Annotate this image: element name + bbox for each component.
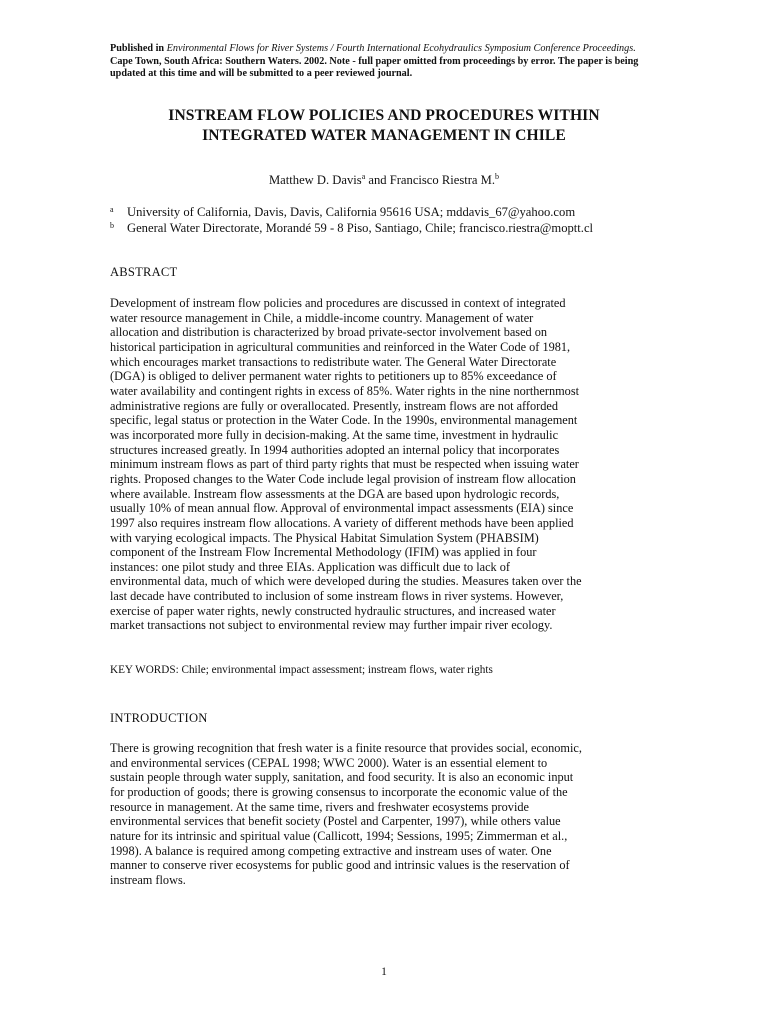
abstract-line: water availability and contingent rights in excess of 85%. Water rights in the nine northernmost xyxy=(110,383,580,398)
author-2-mark: b xyxy=(495,172,500,181)
abstract-line: where available. Instream flow assessments at the DGA are based upon hydrologic records, xyxy=(110,486,560,501)
introduction-line: instream flows. xyxy=(110,872,186,887)
abstract-line: which encourages market transactions to redistribute water. The General Water Directorate xyxy=(110,354,557,369)
abstract-line: rights. Proposed changes to the Water Code include legal provision of instream flow allocation xyxy=(110,471,576,486)
paper-title xyxy=(90,106,678,146)
abstract-body xyxy=(110,296,661,633)
introduction-line: for production of goods; there is growing consensus to incorporate the economic value of the xyxy=(110,784,568,799)
abstract-line: market transactions not subject to environmental review may further impair river ecology. xyxy=(110,618,553,633)
abstract-line: specific, legal status or protection in the Water Code. In the 1990s, environmental management xyxy=(110,413,578,428)
abstract-heading: ABSTRACT xyxy=(110,265,178,279)
introduction-line: environmental services that benefit society (Postel and Carpenter, 1997), while others value xyxy=(110,814,561,829)
introduction-line: 1998). A balance is required among competing extractive and instream uses of water. One xyxy=(110,843,552,858)
introduction-body xyxy=(110,741,661,888)
abstract-line: minimum instream flows as part of third party rights that must be respected when issuing water xyxy=(110,457,579,472)
abstract-line: component of the Instream Flow Incremental Methodology (IFIM) was applied in four xyxy=(110,545,537,560)
abstract-line: Development of instream flow policies and procedures are discussed in context of integrated xyxy=(110,296,566,310)
abstract-line: environmental data, much of which were developed during the studies. Measures taken over the xyxy=(110,574,582,589)
introduction-line: and environmental services (CEPAL 1998; WWC 2000). Water is an essential element to xyxy=(110,755,548,770)
abstract-line: historical participation in agricultural communities and reinforced in the Water Code of 1981, xyxy=(110,339,571,354)
paper-title-line-1: INSTREAM FLOW POLICIES AND PROCEDURES WITHIN xyxy=(168,107,600,124)
affiliation-a-mark: a xyxy=(110,205,114,214)
abstract-line: with varying ecological impacts. The Physical Habitat Simulation System (PHABSIM) xyxy=(110,530,539,545)
abstract-line: exercise of paper water rights, newly constructed hydraulic structures, and increased water xyxy=(110,603,556,618)
introduction-line: nature for its intrinsic and spiritual value (Callicott, 1994; Sessions, 1995; Zimmerman et al., xyxy=(110,828,568,843)
paper-title-line-2: INTEGRATED WATER MANAGEMENT IN CHILE xyxy=(202,127,566,144)
keywords: KEY WORDS: Chile; environmental impact assessment; instream flows, water rights xyxy=(110,664,493,676)
publication-note xyxy=(110,43,655,81)
abstract-line: (DGA) is obliged to deliver permanent water rights to petitioners up to 85% exceedance of xyxy=(110,369,557,384)
publication-note-journal: Environmental Flows for River Systems / Fourth International Ecohydraulics Symposium Conference Proceedings. xyxy=(166,43,636,54)
abstract-line: administrative regions are fully or overallocated. Presently, instream flows are not afforded xyxy=(110,398,559,413)
publication-note-rest: Cape Town, South Africa: Southern Waters. 2002. Note - full paper omitted from proceedings by error. The paper is being updated at this time and will be submitted to a peer reviewed journal. xyxy=(110,55,639,80)
introduction-line: resource in management. At the same time, rivers and freshwater ecosystems provide xyxy=(110,799,529,814)
author-2: and Francisco Riestra M. xyxy=(365,173,496,188)
author-list xyxy=(0,172,768,188)
abstract-line: was incorporated more fully in decision-making. At the same time, investment in hydraulic xyxy=(110,427,559,442)
abstract-line: water resource management in Chile, a middle-income country. Management of water xyxy=(110,310,534,325)
page-number: 1 xyxy=(381,966,387,978)
author-1-mark: a xyxy=(361,172,366,181)
introduction-line: sustain people through water supply, sanitation, and food security. It is also an economic input xyxy=(110,770,574,785)
abstract-line: 1997 also requires instream flow allocations. A variety of different methods have been applied xyxy=(110,515,574,530)
affiliation-b-mark: b xyxy=(110,221,114,230)
author-1: Matthew D. Davis xyxy=(268,173,362,188)
abstract-line: last decade have contributed to inclusion of some instream flows in river systems. However, xyxy=(110,589,564,604)
affiliation-a-text: University of California, Davis, Davis, California 95616 USA; mddavis_67@yahoo.com xyxy=(127,205,576,219)
abstract-line: allocation and distribution is characterized by broad private-sector involvement based on xyxy=(110,325,548,340)
abstract-line: instances: one pilot study and three EIAs. Application was difficult due to lack of xyxy=(110,559,511,574)
abstract-line: structures increased greatly. In 1994 authorities adopted an internal policy that incorporates xyxy=(110,442,560,457)
introduction-line: manner to conserve river ecosystems for public good and intrinsic values is the reservation of xyxy=(110,858,570,873)
publication-note-prefix: Published in xyxy=(110,43,165,54)
affiliation-b-text: General Water Directorate, Morandé 59 - 8 Piso, Santiago, Chile; francisco.riestra@moptt.cl xyxy=(127,221,594,235)
abstract-line: usually 10% of mean annual flow. Approval of environmental impact assessments (EIA) since xyxy=(110,501,574,516)
introduction-line: There is growing recognition that fresh water is a finite resource that provides social, economic, xyxy=(110,741,582,755)
introduction-heading: INTRODUCTION xyxy=(110,711,208,725)
